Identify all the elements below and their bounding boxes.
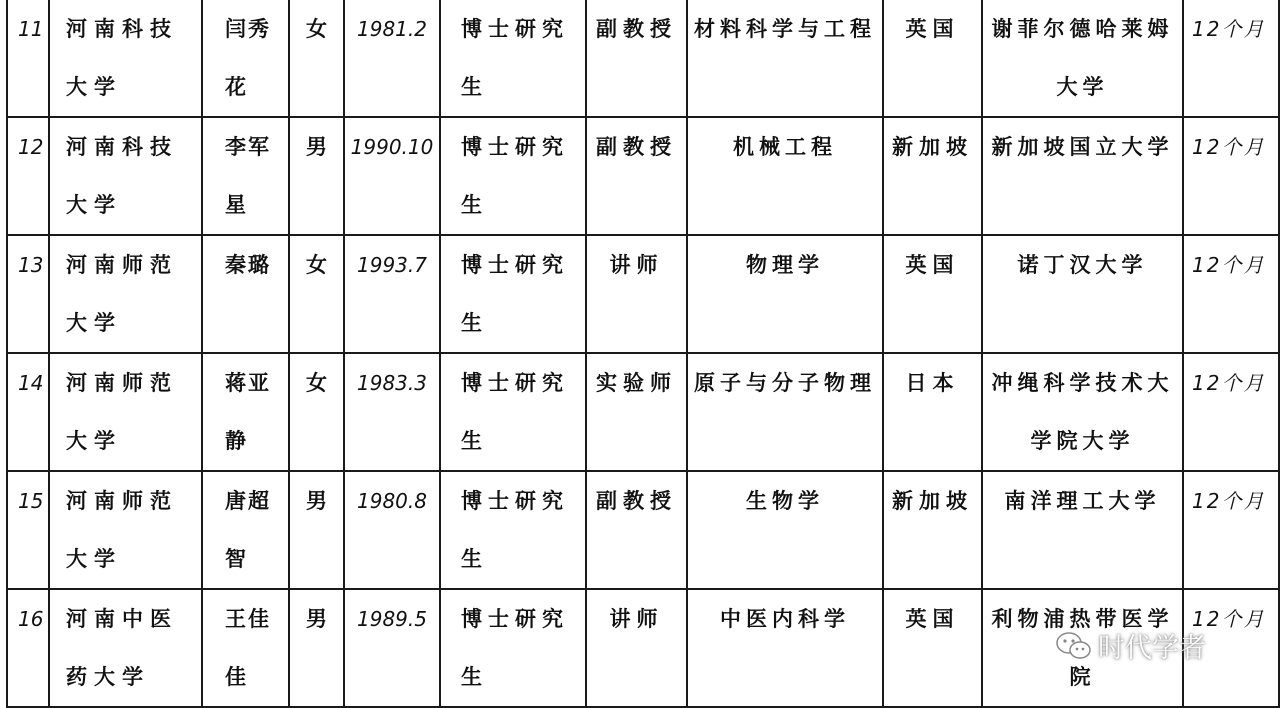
table-row bbox=[7, 471, 1279, 589]
degree-cell bbox=[440, 117, 586, 235]
gender-cell bbox=[289, 471, 344, 589]
country-cell bbox=[883, 235, 982, 353]
birth-cell bbox=[344, 235, 440, 353]
job-title: 实验师 bbox=[596, 370, 677, 395]
birth-date: 1990.10 bbox=[350, 135, 434, 159]
university-name: 河南师范大学 bbox=[66, 370, 178, 453]
country: 新加坡 bbox=[892, 134, 973, 159]
duration: 12个月 bbox=[1192, 607, 1266, 631]
degree-cell bbox=[440, 0, 586, 117]
title-cell bbox=[586, 353, 687, 471]
country: 英国 bbox=[905, 606, 960, 631]
name-cell bbox=[202, 0, 289, 117]
watermark bbox=[1056, 626, 1206, 665]
host-institution: 新加坡国立大学 bbox=[991, 134, 1174, 159]
duration: 12个月 bbox=[1192, 135, 1266, 159]
name-cell bbox=[202, 471, 289, 589]
duration: 12个月 bbox=[1192, 253, 1266, 277]
university-cell bbox=[49, 589, 202, 707]
degree-cell bbox=[440, 471, 586, 589]
host-institution: 南洋理工大学 bbox=[1004, 488, 1161, 513]
country: 日本 bbox=[905, 370, 960, 395]
university-cell bbox=[49, 117, 202, 235]
birth-cell bbox=[344, 117, 440, 235]
gender-cell bbox=[289, 353, 344, 471]
major-cell bbox=[687, 235, 883, 353]
scholar-table bbox=[6, 0, 1280, 708]
birth-cell bbox=[344, 353, 440, 471]
university-cell bbox=[49, 0, 202, 117]
birth-cell bbox=[344, 589, 440, 707]
scholar-name: 唐超智 bbox=[225, 488, 271, 571]
degree: 博士研究生 bbox=[461, 606, 569, 689]
host-cell bbox=[982, 471, 1183, 589]
gender-cell bbox=[289, 235, 344, 353]
job-title: 副教授 bbox=[596, 16, 677, 41]
scholar-name: 王佳佳 bbox=[225, 606, 271, 689]
scholar-name: 李军星 bbox=[225, 134, 271, 217]
job-title: 讲师 bbox=[609, 606, 664, 631]
country: 新加坡 bbox=[892, 488, 973, 513]
country: 英国 bbox=[905, 16, 960, 41]
country-cell bbox=[883, 589, 982, 707]
watermark-text: 时代学者 bbox=[1098, 633, 1206, 664]
duration-cell bbox=[1183, 471, 1279, 589]
gender: 男 bbox=[306, 488, 327, 513]
degree-cell bbox=[440, 589, 586, 707]
duration: 12个月 bbox=[1192, 17, 1266, 41]
major-cell bbox=[687, 589, 883, 707]
name-cell bbox=[202, 235, 289, 353]
university-name: 河南科技大学 bbox=[66, 16, 178, 99]
duration-cell bbox=[1183, 0, 1279, 117]
major-cell bbox=[687, 471, 883, 589]
birth-date: 1981.2 bbox=[357, 17, 427, 41]
host-institution: 冲绳科学技术大学院大学 bbox=[991, 370, 1174, 453]
row-number-cell bbox=[7, 0, 49, 117]
row-number-cell bbox=[7, 353, 49, 471]
duration-cell bbox=[1183, 235, 1279, 353]
row-number: 15 bbox=[18, 489, 44, 513]
gender: 男 bbox=[306, 134, 327, 159]
host-institution: 谢菲尔德哈莱姆大学 bbox=[991, 16, 1174, 99]
row-number: 16 bbox=[18, 607, 44, 631]
title-cell bbox=[586, 0, 687, 117]
gender-cell bbox=[289, 589, 344, 707]
duration-cell bbox=[1183, 353, 1279, 471]
university-name: 河南中医药大学 bbox=[66, 606, 178, 689]
row-number: 14 bbox=[18, 371, 44, 395]
major: 中医内科学 bbox=[720, 606, 850, 631]
duration: 12个月 bbox=[1192, 489, 1266, 513]
major: 机械工程 bbox=[733, 134, 837, 159]
university-cell bbox=[49, 235, 202, 353]
gender: 女 bbox=[306, 16, 327, 41]
table-row bbox=[7, 0, 1279, 117]
row-number-cell bbox=[7, 589, 49, 707]
gender-cell bbox=[289, 117, 344, 235]
name-cell bbox=[202, 117, 289, 235]
major: 原子与分子物理 bbox=[694, 370, 876, 395]
host-institution: 利物浦热带医学院 bbox=[991, 606, 1174, 689]
host-cell bbox=[982, 117, 1183, 235]
university-name: 河南师范大学 bbox=[66, 488, 178, 571]
degree: 博士研究生 bbox=[461, 370, 569, 453]
degree-cell bbox=[440, 353, 586, 471]
wechat-icon bbox=[1056, 631, 1092, 661]
row-number-cell bbox=[7, 471, 49, 589]
job-title: 副教授 bbox=[596, 488, 677, 513]
degree: 博士研究生 bbox=[461, 134, 569, 217]
row-number: 11 bbox=[18, 17, 44, 41]
table-row bbox=[7, 117, 1279, 235]
title-cell bbox=[586, 117, 687, 235]
university-name: 河南师范大学 bbox=[66, 252, 178, 335]
major-cell bbox=[687, 353, 883, 471]
gender: 男 bbox=[306, 606, 327, 631]
row-number: 12 bbox=[18, 135, 44, 159]
degree: 博士研究生 bbox=[461, 488, 569, 571]
name-cell bbox=[202, 589, 289, 707]
scholar-name: 闫秀花 bbox=[225, 16, 271, 99]
university-cell bbox=[49, 471, 202, 589]
birth-date: 1980.8 bbox=[357, 489, 427, 513]
major-cell bbox=[687, 0, 883, 117]
major: 材料科学与工程 bbox=[694, 16, 876, 41]
birth-date: 1989.5 bbox=[357, 607, 427, 631]
row-number-cell bbox=[7, 235, 49, 353]
host-institution: 诺丁汉大学 bbox=[1017, 252, 1148, 277]
name-cell bbox=[202, 353, 289, 471]
birth-cell bbox=[344, 471, 440, 589]
gender-cell bbox=[289, 0, 344, 117]
row-number: 13 bbox=[18, 253, 44, 277]
duration-cell bbox=[1183, 117, 1279, 235]
title-cell bbox=[586, 235, 687, 353]
degree: 博士研究生 bbox=[461, 16, 569, 99]
birth-date: 1983.3 bbox=[357, 371, 427, 395]
country-cell bbox=[883, 471, 982, 589]
birth-date: 1993.7 bbox=[357, 253, 427, 277]
major: 物理学 bbox=[746, 252, 824, 277]
gender: 女 bbox=[306, 370, 327, 395]
duration: 12个月 bbox=[1192, 371, 1266, 395]
country: 英国 bbox=[905, 252, 960, 277]
university-name: 河南科技大学 bbox=[66, 134, 178, 217]
major: 生物学 bbox=[746, 488, 824, 513]
table-row bbox=[7, 353, 1279, 471]
scholar-name: 秦璐 bbox=[225, 252, 271, 277]
job-title: 副教授 bbox=[596, 134, 677, 159]
scholar-name: 蒋亚静 bbox=[225, 370, 271, 453]
title-cell bbox=[586, 589, 687, 707]
university-cell bbox=[49, 353, 202, 471]
title-cell bbox=[586, 471, 687, 589]
host-cell bbox=[982, 0, 1183, 117]
country-cell bbox=[883, 353, 982, 471]
table-row bbox=[7, 235, 1279, 353]
degree-cell bbox=[440, 235, 586, 353]
job-title: 讲师 bbox=[609, 252, 664, 277]
host-cell bbox=[982, 353, 1183, 471]
host-cell bbox=[982, 235, 1183, 353]
gender: 女 bbox=[306, 252, 327, 277]
major-cell bbox=[687, 117, 883, 235]
birth-cell bbox=[344, 0, 440, 117]
country-cell bbox=[883, 117, 982, 235]
country-cell bbox=[883, 0, 982, 117]
degree: 博士研究生 bbox=[461, 252, 569, 335]
row-number-cell bbox=[7, 117, 49, 235]
